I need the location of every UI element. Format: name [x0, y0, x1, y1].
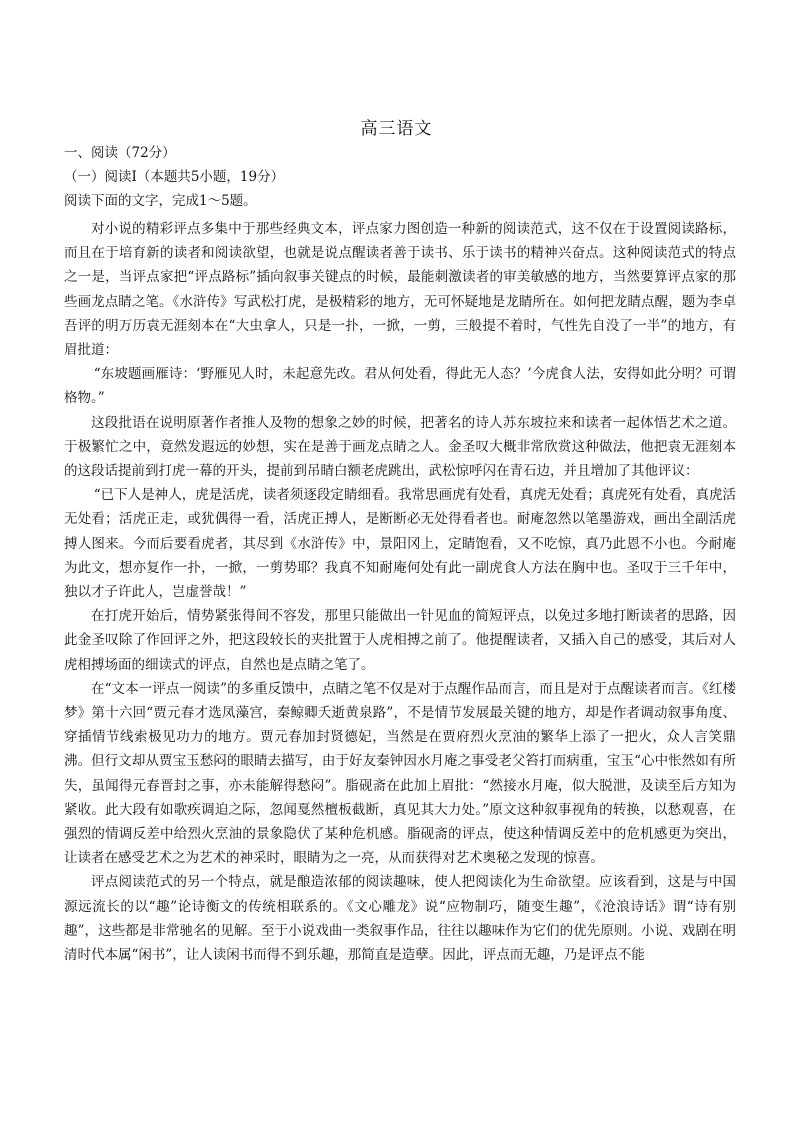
document-title: 高三语文	[360, 119, 433, 139]
paragraph-5: 评点阅读范式的另一个特点，就是酿造浓郁的阅读趣味，使人把阅读化为生命欲望。应该看到，这是与中国源远流长的以“趣”论诗衡文的传统相联系的。《文心雕龙》说“应物制巧，随变生趣”，《沧浪诗话》谓“诗有别趣”，这些都是非常驰名的见解。至于小说戏曲一类叙事作品，往往以趣味作为它们的优先原则。小说、戏剧在明清时代本属“闲书”，让人读闲书而得不到乐趣，那简直是造孽。因此，评点而无趣，乃是评点不能	[64, 874, 736, 964]
quote-paragraph-1: “东坡题画雁诗：‘野雁见人时，未起意先改。君从何处看，得此无人态？’今虎食人法，安得如此分明？可谓格物。”	[64, 366, 736, 407]
paragraph-1: 对小说的精彩评点多集中于那些经典文本，评点家力图创造一种新的阅读范式，这不仅在于设置阅读路标，而且在于培育新的读者和阅读欲望，也就是说点醒读者善于读书、乐于读书的精神兴奋点。这种阅读范式的特点之一是，当评点家把“评点路标”插向叙事关键点的时候，最能刺激读者的审美敏感的地方，当然要算评点家的那些画龙点睛之笔。《水浒传》写武松打虎，是极精彩的地方，无可怀疑地是龙睛所在。如何把龙睛点醒，题为李卓吾评的明万历袁无涯刻本在“大虫拿人，只是一扑，一掀，一剪，三般提不着时，气性先自没了一半”的地方，有眉批道：	[64, 221, 736, 359]
subsection-heading: （一）阅读Ⅰ（本题共5小题，19分）	[64, 169, 285, 185]
reading-instruction: 阅读下面的文字，完成1～5题。	[64, 193, 257, 209]
quote-paragraph-2: “已下人是神人，虎是活虎，读者须逐段定睛细看。我常思画虎有处看，真虎无处看；真虎死有处看，真虎活无处看；活虎正走，或犹偶得一看，活虎正搏人，是断断必无处得看者也。耐庵忽然以笔墨游戏，画出全副活虎搏人图来。今而后要看虎者，其尽到《水浒传》中，景阳冈上，定睛饱看，又不吃惊，真乃此恩不小也。今耐庵为此文，想亦复作一扑，一掀，一剪势耶？我真不知耐庵何处有此一副虎食人方法在胸中也。圣叹于三千年中，独以才子许此人，岂虚誉哉！”	[64, 487, 736, 601]
paragraph-3: 在打虎开始后，情势紧张得间不容发，那里只能做出一针见血的简短评点，以免过多地打断读者的思路，因此金圣叹除了作回评之外，把这段较长的夹批置于人虎相搏之前了。他提醒读者，又插入自己的感受，其后对人虎相搏场面的细读式的评点，自然也是点睛之笔了。	[64, 608, 736, 673]
paragraph-2: 这段批语在说明原著作者推人及物的想象之妙的时候，把著名的诗人苏东坡拉来和读者一起体悟艺术之道。于极繁忙之中，竟然发遐远的妙想，实在是善于画龙点睛之人。金圣叹大概非常欣赏这种做法，他把袁无涯刻本的这段话提前到打虎一幕的开头，提前到吊睛白额老虎跳出，武松惊呼闪在青石边，并且增加了其他评议：	[64, 414, 736, 480]
passage-body	[64, 217, 736, 967]
paragraph-4: 在“文本一评点一阅读”的多重反馈中，点睛之笔不仅是对于点醒作品而言，而且是对于点醒读者而言。《红楼梦》第十六回“贾元春才选凤藻宫，秦鲸卿夭逝黄泉路”，不是情节发展最关键的地方，却是作者调动叙事角度、穿插情节线索极见功力的地方。贾元春加封贤德妃，当然是在贾府烈火烹油的繁华上添了一把火，众人言笑鼎沸。但行文却从贾宝玉愁闷的眼睛去描写，由于好友秦钟因水月庵之事受老父笞打而病重，宝玉“心中怅然如有所失，虽闻得元春晋封之事，亦未能解得愁闷”。脂砚斋在此加上眉批：“然接水月庵，似大脱泄，及读至后方知为紧收。此大段有如歌疾调迫之际，忽闻戛然檀板截断，真见其大力处。”原文这种叙事视角的转换，以愁观喜，在强烈的情调反差中给烈火烹油的景象隐伏了某种危机感。脂砚斋的评点，使这种情调反差中的危机感更为突出，让读者在感受艺术之为艺术的神采时，眼睛为之一亮，从而获得对艺术奥秘之发现的惊喜。	[64, 680, 736, 867]
section-heading: 一、阅读（72分）	[64, 145, 176, 161]
